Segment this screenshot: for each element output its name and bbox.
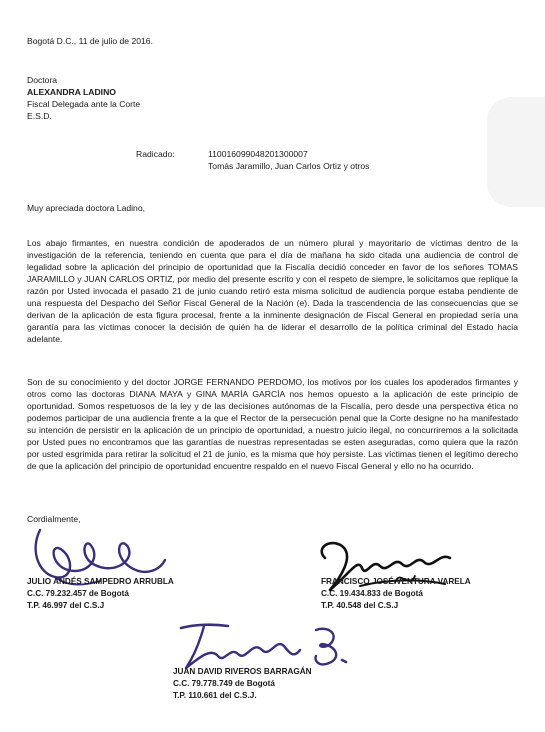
addressee-title: Doctora [27,75,58,85]
signatory-2 [321,576,471,612]
signatory-1 [27,576,174,612]
signatory-2-cc: C.C. 19.434.833 de Bogotá [321,589,423,598]
page-edge-card [487,97,545,207]
reference-block [136,148,369,172]
signatory-3-name: JUAN DAVID RIVEROS BARRAGÁN [173,667,312,676]
reference-number: 110016099048201300007 [208,149,308,159]
paragraph-2: Son de su conocimiento y del doctor JORGE FERNANDO PERDOMO, los motivos por los cuales los apoderados firmantes y otros como las doctoras DIANA MAYA y GINA MARÍA GARCÍA nos hemos opuesto a la aplicación de este principio de oportunidad. Somos respetuosos de la ley y de las decisiones autónomas de la Fiscalía, pero desde una perspectiva ética no podemos participar de una audiencia frente a la que el Rector de la persecución penal que la Corte designe no ha manifestado su intención de persistir en la aplicación de un principio de oportunidad, a nuestro juicio ilegal, no concurriremos a la solicitada por Usted pues no encontramos que las garantías de nuestras representadas se esten aseguradas, como quiera que la razón por usted esgrimida para retirar la solicitud el 21 de junio, es la misma que hoy persiste. Las víctimas tienen el legítimo derecho de que la aplicación del principio de oportunidad encuentre respaldo en el nuevo Fiscal General y ello no ha ocurrido. [27,377,518,471]
addressee-name: ALEXANDRA LADINO [27,87,116,97]
reference-parties: Tomás Jaramillo, Juan Carlos Ortiz y otros [208,161,370,171]
salutation: Muy apreciada doctora Ladino, [27,203,146,213]
paragraph-1: Los abajo firmantes, en nuestra condición de apoderados de un número plural y mayoritario de víctimas dentro de la investigación de la referencia, teniendo en cuenta que para el día de mañana ha sido citada una audiencia de control de legalidad sobre la aplicación del principio de oportunidad que la Fiscalía decidió conceder en favor de los señores TOMAS JARAMILLO y JUAN CARLOS ORTIZ, por medio del presente escrito y con el respeto de siempre, le solicitamos que replique la razón por Usted invocada el pasado 21 de junio cuando retiró esta misma solicitud de audiencia porque estaba pendiente de una respuesta del Despacho del Señor Fiscal General de la Nación (e). Dada la trascendencia de las consecuencias que se derivan de la aplicación de esta figura procesal, frente a la inminente designación de Fiscal General en propiedad sería una garantía para las víctimas conocer la decisión de quién ha de liderar el desarrollo de la política criminal del Estado hacia adelante. [27,238,518,344]
signatory-3-cc: C.C. 79.778.749 de Bogotá [173,679,275,688]
signatory-1-cc: C.C. 79.232.457 de Bogotá [27,589,129,598]
letter-date: Bogotá D.C., 11 de julio de 2016. [27,36,153,46]
signatory-1-tp: T.P. 46.997 del C.S.J [27,601,105,610]
reference-label: Radicado: [136,149,175,159]
signatory-2-tp: T.P. 40.548 del C.S.J [321,601,399,610]
signatory-2-name: FRANCISCO JOSÉ VENTURA VARELA [321,577,471,586]
addressee-block [27,74,140,122]
signatory-3-tp: T.P. 110.661 del C.S.J. [173,691,257,700]
closing: Cordialmente, [27,514,81,524]
addressee-position: Fiscal Delegada ante la Corte [27,99,141,109]
signatory-1-name: JULIO ANDÉS SAMPEDRO ARRUBLA [27,577,174,586]
signatory-3 [173,666,312,702]
addressee-esd: E.S.D. [27,111,52,121]
